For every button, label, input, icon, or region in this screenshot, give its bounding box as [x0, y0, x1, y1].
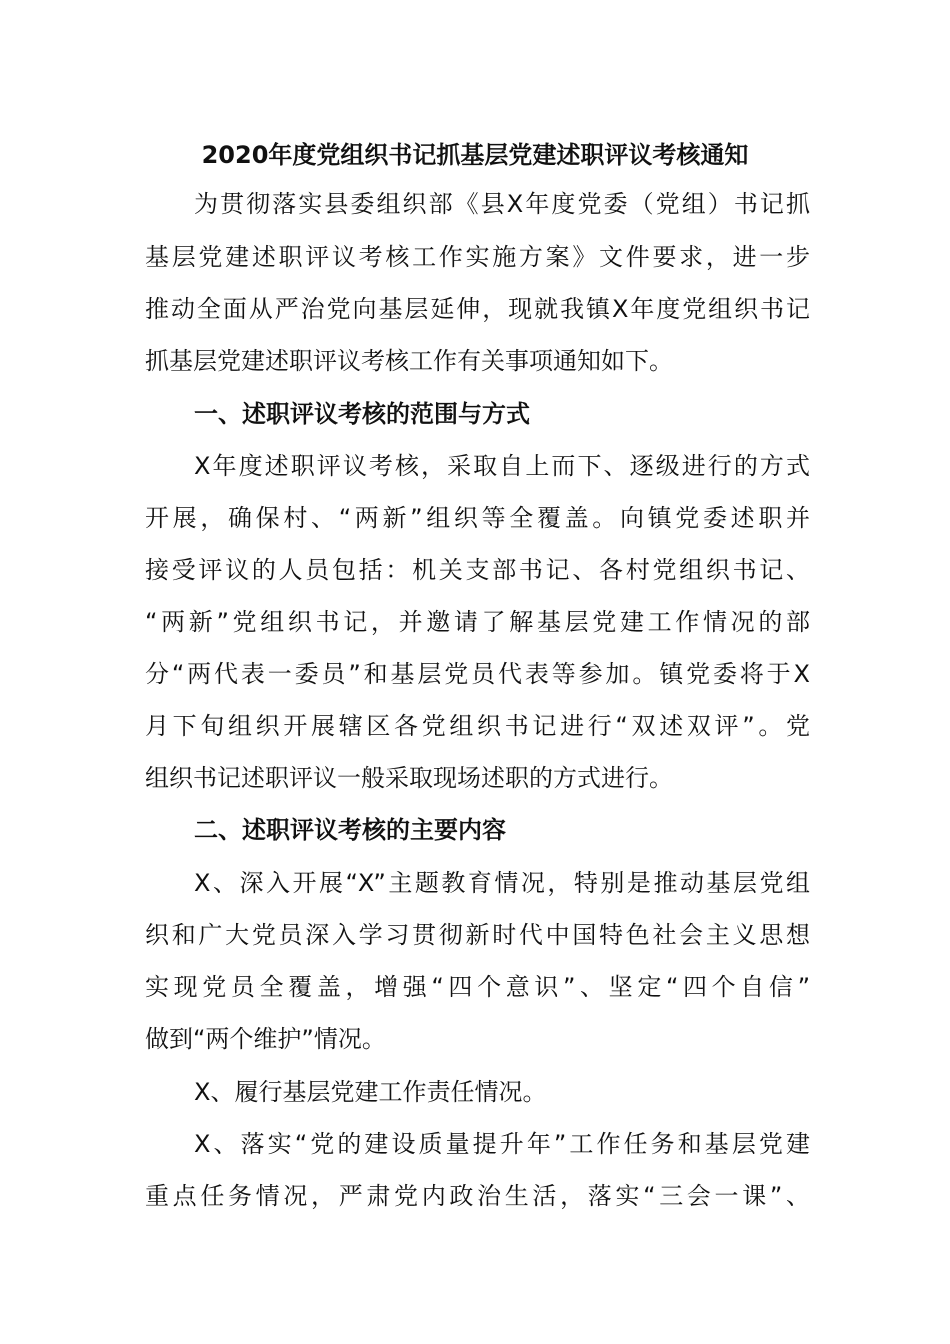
section-2-item-3-line-1: X、落实“党的建设质量提升年”工作任务和基层党建	[194, 1130, 810, 1158]
section-1-line-6: 月下旬组织开展辖区各党组织书记进行“双述双评”。党	[145, 712, 810, 740]
intro-line-1: 为贯彻落实县委组织部《县X年度党委（党组）书记抓	[194, 190, 810, 218]
section-2-heading: 二、述职评议考核的主要内容	[194, 816, 506, 844]
section-1-line-4: “两新”党组织书记，并邀请了解基层党建工作情况的部	[145, 608, 810, 636]
section-1-line-5: 分“两代表一委员”和基层党员代表等参加。镇党委将于X	[145, 660, 810, 688]
section-1-line-1: X年度述职评议考核，采取自上而下、逐级进行的方式	[194, 452, 810, 480]
section-2-item-3-line-2: 重点任务情况，严肃党内政治生活，落实“三会一课”、	[145, 1182, 810, 1210]
document-title: 2020年度党组织书记抓基层党建述职评议考核通知	[201, 141, 749, 169]
section-1-line-2: 开展，确保村、“两新”组织等全覆盖。向镇党委述职并	[145, 504, 810, 532]
intro-line-3: 推动全面从严治党向基层延伸，现就我镇X年度党组织书记	[145, 295, 810, 323]
section-1-line-3: 接受评议的人员包括：机关支部书记、各村党组织书记、	[145, 556, 810, 584]
intro-line-4: 抓基层党建述职评议考核工作有关事项通知如下。	[145, 347, 673, 375]
section-1-line-7: 组织书记述职评议一般采取现场述职的方式进行。	[145, 764, 673, 792]
section-2-item-1-line-2: 织和广大党员深入学习贯彻新时代中国特色社会主义思想	[145, 921, 810, 949]
section-2-item-1-line-4: 做到“两个维护”情况。	[145, 1025, 386, 1053]
section-2-item-1-line-1: X、深入开展“X”主题教育情况，特别是推动基层党组	[194, 869, 810, 897]
section-2-item-1-line-3: 实现党员全覆盖，增强“四个意识”、坚定“四个自信”	[145, 973, 810, 1001]
intro-line-2: 基层党建述职评议考核工作实施方案》文件要求，进一步	[145, 243, 810, 271]
section-2-item-2-line-1: X、履行基层党建工作责任情况。	[194, 1078, 547, 1106]
section-1-heading: 一、述职评议考核的范围与方式	[194, 400, 530, 428]
